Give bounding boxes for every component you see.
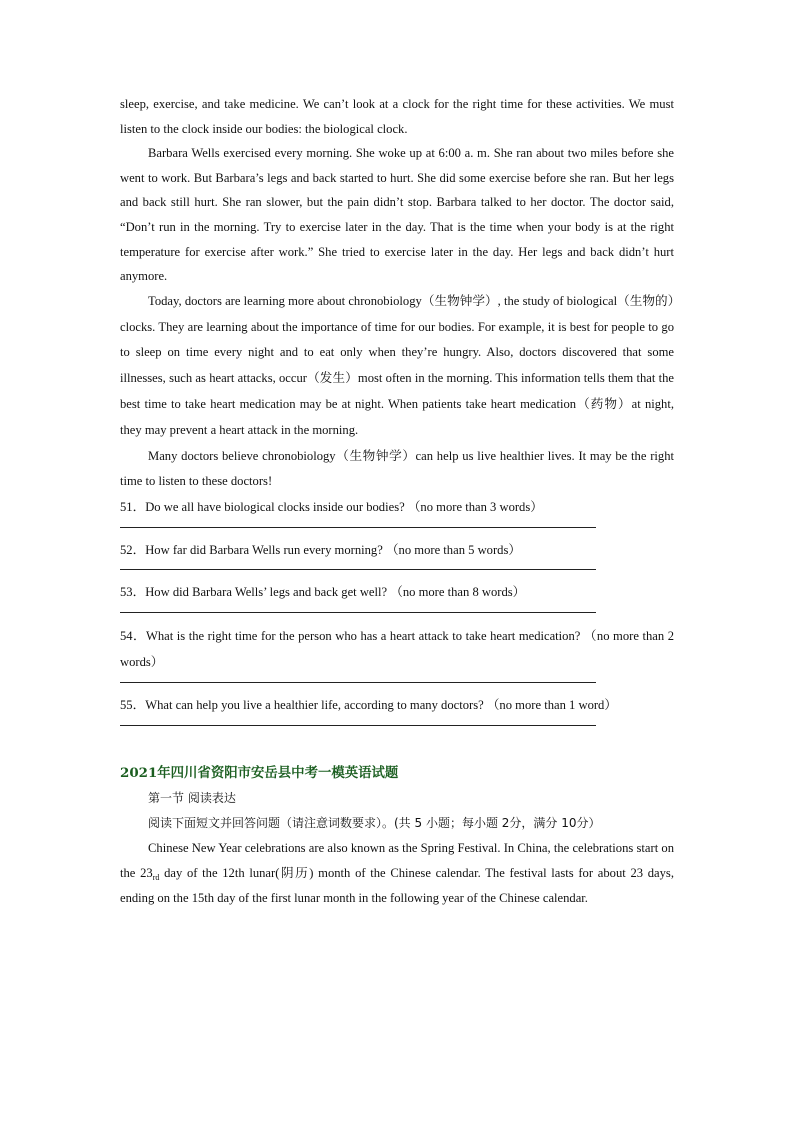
section-instruction: 阅读下面短文并回答问题（请注意词数要求）。(共 5 小题；每小题 2分，满分 10分）: [148, 815, 601, 830]
answer-line-51[interactable]: [120, 527, 596, 528]
ordinal-suffix: rd: [152, 872, 160, 882]
answer-line-55[interactable]: [120, 725, 596, 726]
answer-line-53[interactable]: [120, 612, 596, 613]
passage-paragraph-2: Today, doctors are learning more about chronobiology（生物钟学）, the study of biological（生物的）clocks. They are learning about the importance of time for our bodies. For example, it is best for people to go to sleep on time every night and to eat only when they’re hungry. Also, doctors discovered that some illnesses, such as heart attacks, occur（发生）most often in the morning. This information tells them that the best time to take heart medication may be at night. When patients take heart medication（药物）at night, they may prevent a heart attack in the morning.: [120, 293, 674, 437]
passage-paragraph-1: Barbara Wells exercised every morning. She woke up at 6:00 a. m. She ran about two miles before she went to work. But Barbara’s legs and back started to hurt. She did some exercise before she ran. But her legs and back still hurt. She ran slower, but the pain didn’t stop. Barbara talked to her doctor. The doctor said, “Don’t run in the morning. Try to exercise later in the day. That is the time when your body is at the right temperature for exercise after work.” She tried to exercise later in the day. Her legs and back didn’t hurt anymore.: [120, 146, 674, 284]
passage-paragraph-3: Many doctors believe chronobiology（生物钟学）can help us live healthier lives. It may be the right time to listen to these doctors!: [120, 448, 674, 489]
question-53: 53．How did Barbara Wells’ legs and back get well? （no more than 8 words）: [120, 585, 526, 600]
section-part: 第一节 阅读表达: [148, 790, 236, 805]
question-51: 51．Do we all have biological clocks inside our bodies? （no more than 3 words）: [120, 500, 543, 515]
passage-paragraph-0: sleep, exercise, and take medicine. We can’t look at a clock for the right time for these activities. We must listen to the clock inside our bodies: the biological clock.: [120, 97, 674, 136]
question-54: 54．What is the right time for the person who has a heart attack to take heart medication? （no more than 2 words）: [120, 628, 674, 669]
new-passage-paragraph: [120, 836, 674, 912]
question-52: 52．How far did Barbara Wells run every morning? （no more than 5 words）: [120, 542, 521, 557]
answer-line-54[interactable]: [120, 682, 596, 683]
new-passage-text-b: day of the 12th lunar(阴历) month of the Chinese calendar. The festival lasts for about 23 days, ending on the 15th day of the first lunar month in the following year of the Chinese calendar.: [120, 865, 674, 906]
new-passage-text-a: Chinese New Year celebrations are also known as the Spring Festival. In China, the celebrations start on the 23: [120, 840, 674, 880]
section-title: 2021年四川省资阳市安岳县中考一模英语试题: [120, 764, 399, 781]
document-content: [120, 92, 674, 912]
answer-line-52[interactable]: [120, 569, 596, 570]
question-55: 55．What can help you live a healthier life, according to many doctors? （no more than 1 word）: [120, 697, 617, 712]
